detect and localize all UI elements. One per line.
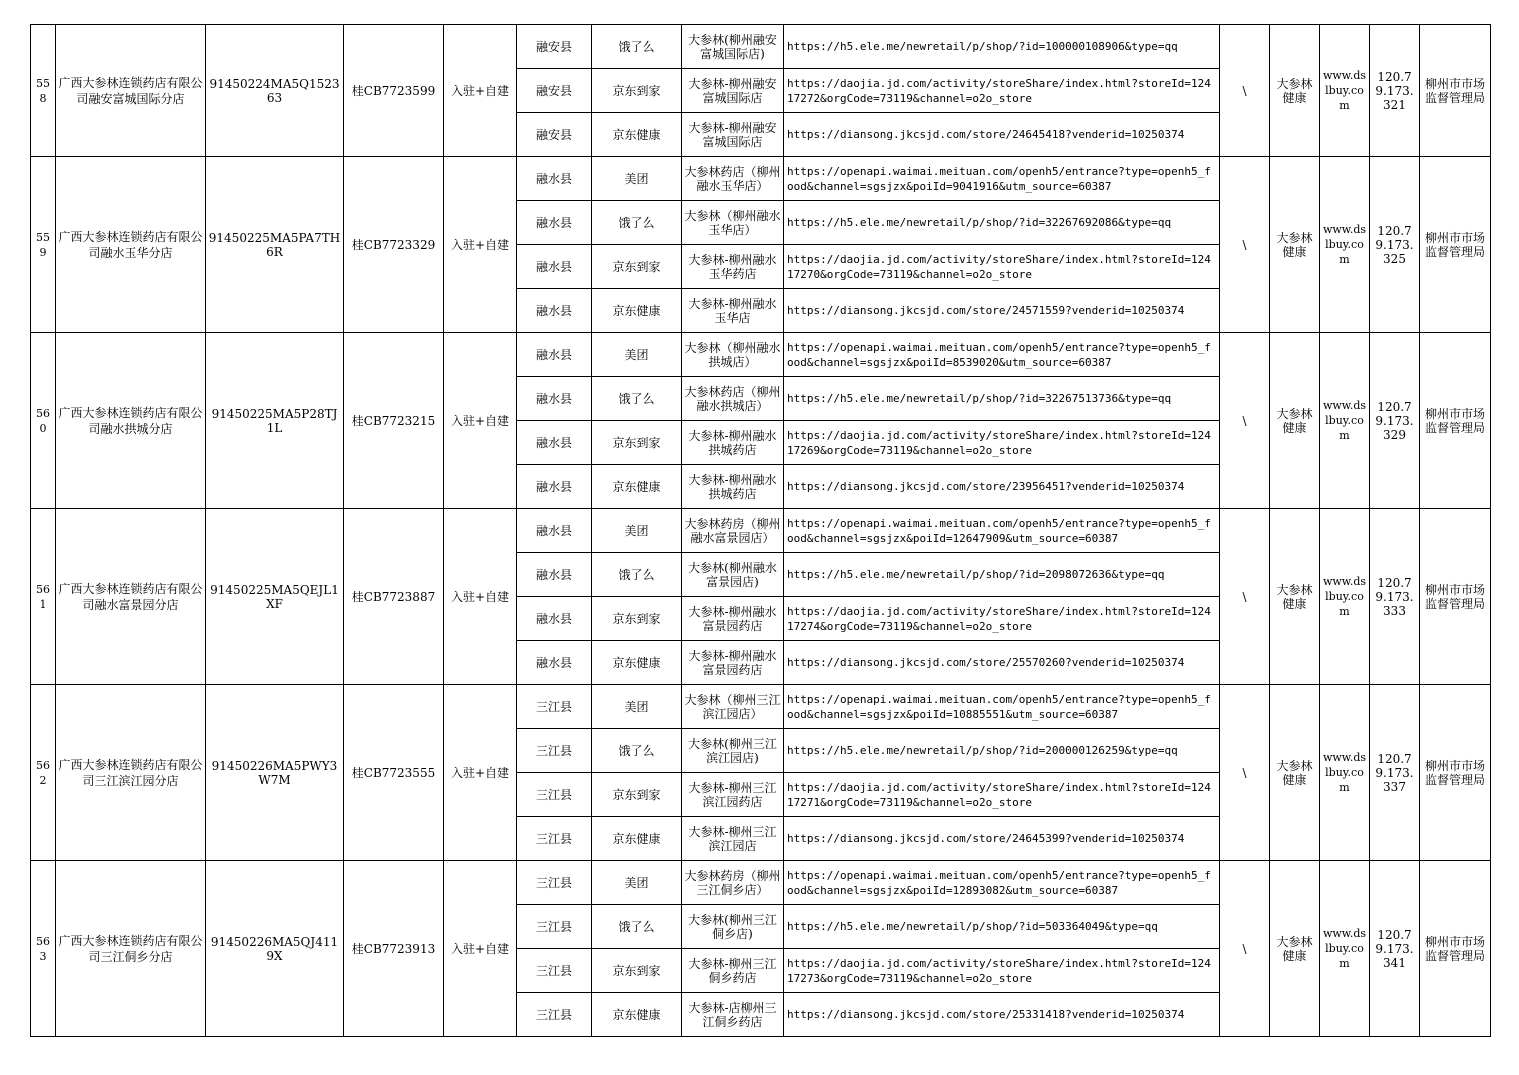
license-number: 桂CB7723555 [344,685,444,861]
store-name-cell: 大参林(柳州融安富城国际店) [682,25,784,69]
store-name-cell: 大参林(柳州三江侗乡店) [682,905,784,949]
platform-cell: 饿了么 [592,553,682,597]
store-name-cell: 大参林(柳州三江滨江园店) [682,729,784,773]
store-url-cell: https://diansong.jkcsjd.com/store/25570260?venderid=10250374 [784,641,1220,685]
app-name: 大参林健康 [1270,861,1320,1037]
website-domain: www.dslbuy.com [1320,25,1370,157]
store-url-cell: https://daojia.jd.com/activity/storeShare/index.html?storeId=12417273&orgCode=73119&channel=o2o_store [784,949,1220,993]
store-name-cell: 大参林药店（柳州融水拱城店） [682,377,784,421]
record-number: 563 [31,861,56,1037]
ip-address: 120.79.173.329 [1370,333,1420,509]
record-number: 559 [31,157,56,333]
store-name-cell: 大参林(柳州融水富景园店) [682,553,784,597]
county-cell: 三江县 [517,993,592,1037]
platform-cell: 美团 [592,861,682,905]
county-cell: 融水县 [517,201,592,245]
table-row [31,685,1491,729]
platform-cell: 饿了么 [592,377,682,421]
platform-cell: 美团 [592,685,682,729]
store-url-cell: https://daojia.jd.com/activity/storeShare/index.html?storeId=12417274&orgCode=73119&channel=o2o_store [784,597,1220,641]
credit-code: 91450225MA5PA7TH6R [206,157,344,333]
platform-cell: 美团 [592,157,682,201]
store-name-cell: 大参林药店（柳州融水玉华店） [682,157,784,201]
store-url-cell: https://diansong.jkcsjd.com/store/23956451?venderid=10250374 [784,465,1220,509]
website-domain: www.dslbuy.com [1320,861,1370,1037]
platform-cell: 京东健康 [592,465,682,509]
regulator: 柳州市市场监督管理局 [1420,685,1491,861]
app-name: 大参林健康 [1270,25,1320,157]
store-name-cell: 大参林-柳州融水富景园药店 [682,597,784,641]
platform-cell: 京东到家 [592,949,682,993]
county-cell: 融水县 [517,465,592,509]
store-registry-table [30,24,1491,1037]
store-url-cell: https://h5.ele.me/newretail/p/shop/?id=32267513736&type=qq [784,377,1220,421]
record-number: 558 [31,25,56,157]
platform-cell: 饿了么 [592,729,682,773]
county-cell: 融水县 [517,333,592,377]
app-name: 大参林健康 [1270,685,1320,861]
county-cell: 融水县 [517,421,592,465]
store-url-cell: https://daojia.jd.com/activity/storeShare/index.html?storeId=12417269&orgCode=73119&channel=o2o_store [784,421,1220,465]
license-number: 桂CB7723887 [344,509,444,685]
platform-cell: 京东到家 [592,245,682,289]
operation-mode: 入驻+自建 [444,685,517,861]
platform-cell: 京东健康 [592,641,682,685]
platform-cell: 京东健康 [592,993,682,1037]
store-name-cell: 大参林（柳州融水玉华店） [682,201,784,245]
store-name-cell: 大参林-柳州融安富城国际店 [682,69,784,113]
county-cell: 融水县 [517,509,592,553]
table-row [31,157,1491,201]
platform-cell: 京东健康 [592,289,682,333]
company-name: 广西大参林连锁药店有限公司融安富城国际分店 [56,25,206,157]
store-name-cell: 大参林（柳州三江滨江园店） [682,685,784,729]
app-flag: \ [1220,861,1270,1037]
store-url-cell: https://diansong.jkcsjd.com/store/24645418?venderid=10250374 [784,113,1220,157]
regulator: 柳州市市场监督管理局 [1420,861,1491,1037]
app-flag: \ [1220,333,1270,509]
store-url-cell: https://h5.ele.me/newretail/p/shop/?id=503364049&type=qq [784,905,1220,949]
license-number: 桂CB7723329 [344,157,444,333]
ip-address: 120.79.173.337 [1370,685,1420,861]
store-name-cell: 大参林-柳州融水拱城药店 [682,421,784,465]
credit-code: 91450224MA5Q152363 [206,25,344,157]
platform-cell: 京东到家 [592,69,682,113]
company-name: 广西大参林连锁药店有限公司三江滨江园分店 [56,685,206,861]
platform-cell: 京东健康 [592,817,682,861]
record-number: 560 [31,333,56,509]
store-url-cell: https://openapi.waimai.meituan.com/openh5/entrance?type=openh5_food&channel=sgsjzx&poiId=10885551&utm_source=60387 [784,685,1220,729]
county-cell: 三江县 [517,685,592,729]
county-cell: 融安县 [517,113,592,157]
county-cell: 融安县 [517,69,592,113]
table-body [31,25,1491,1037]
county-cell: 融安县 [517,25,592,69]
county-cell: 融水县 [517,289,592,333]
store-name-cell: 大参林-柳州三江侗乡药店 [682,949,784,993]
company-name: 广西大参林连锁药店有限公司融水富景园分店 [56,509,206,685]
website-domain: www.dslbuy.com [1320,333,1370,509]
table-row [31,861,1491,905]
store-url-cell: https://h5.ele.me/newretail/p/shop/?id=2098072636&type=qq [784,553,1220,597]
county-cell: 三江县 [517,949,592,993]
county-cell: 融水县 [517,157,592,201]
store-name-cell: 大参林-柳州三江滨江园店 [682,817,784,861]
app-name: 大参林健康 [1270,509,1320,685]
store-name-cell: 大参林-柳州融水玉华店 [682,289,784,333]
platform-cell: 京东到家 [592,597,682,641]
company-name: 广西大参林连锁药店有限公司融水玉华分店 [56,157,206,333]
app-flag: \ [1220,685,1270,861]
license-number: 桂CB7723913 [344,861,444,1037]
store-url-cell: https://h5.ele.me/newretail/p/shop/?id=100000108906&type=qq [784,25,1220,69]
regulator: 柳州市市场监督管理局 [1420,333,1491,509]
store-url-cell: https://daojia.jd.com/activity/storeShare/index.html?storeId=12417271&orgCode=73119&channel=o2o_store [784,773,1220,817]
credit-code: 91450225MA5P28TJ1L [206,333,344,509]
platform-cell: 京东到家 [592,773,682,817]
operation-mode: 入驻+自建 [444,333,517,509]
platform-cell: 美团 [592,509,682,553]
website-domain: www.dslbuy.com [1320,685,1370,861]
operation-mode: 入驻+自建 [444,157,517,333]
county-cell: 融水县 [517,553,592,597]
app-flag: \ [1220,157,1270,333]
license-number: 桂CB7723215 [344,333,444,509]
record-number: 561 [31,509,56,685]
regulator: 柳州市市场监督管理局 [1420,509,1491,685]
website-domain: www.dslbuy.com [1320,509,1370,685]
credit-code: 91450225MA5QEJL1XF [206,509,344,685]
platform-cell: 美团 [592,333,682,377]
county-cell: 三江县 [517,861,592,905]
platform-cell: 京东健康 [592,113,682,157]
county-cell: 三江县 [517,905,592,949]
county-cell: 三江县 [517,817,592,861]
platform-cell: 饿了么 [592,25,682,69]
app-flag: \ [1220,25,1270,157]
company-name: 广西大参林连锁药店有限公司三江侗乡分店 [56,861,206,1037]
credit-code: 91450226MA5PWY3W7M [206,685,344,861]
ip-address: 120.79.173.321 [1370,25,1420,157]
store-name-cell: 大参林药房（柳州三江侗乡店） [682,861,784,905]
website-domain: www.dslbuy.com [1320,157,1370,333]
table-row [31,333,1491,377]
store-name-cell: 大参林-柳州融安富城国际店 [682,113,784,157]
license-number: 桂CB7723599 [344,25,444,157]
store-name-cell: 大参林-柳州融水富景园药店 [682,641,784,685]
platform-cell: 饿了么 [592,201,682,245]
app-flag: \ [1220,509,1270,685]
company-name: 广西大参林连锁药店有限公司融水拱城分店 [56,333,206,509]
county-cell: 融水县 [517,377,592,421]
credit-code: 91450226MA5QJ4119X [206,861,344,1037]
county-cell: 融水县 [517,245,592,289]
store-url-cell: https://openapi.waimai.meituan.com/openh5/entrance?type=openh5_food&channel=sgsjzx&poiId=8539020&utm_source=60387 [784,333,1220,377]
store-name-cell: 大参林药房（柳州融水富景园店） [682,509,784,553]
platform-cell: 京东到家 [592,421,682,465]
store-url-cell: https://diansong.jkcsjd.com/store/24645399?venderid=10250374 [784,817,1220,861]
store-url-cell: https://diansong.jkcsjd.com/store/24571559?venderid=10250374 [784,289,1220,333]
store-url-cell: https://openapi.waimai.meituan.com/openh5/entrance?type=openh5_food&channel=sgsjzx&poiId=9041916&utm_source=60387 [784,157,1220,201]
county-cell: 三江县 [517,729,592,773]
county-cell: 三江县 [517,773,592,817]
app-name: 大参林健康 [1270,333,1320,509]
ip-address: 120.79.173.341 [1370,861,1420,1037]
record-number: 562 [31,685,56,861]
app-name: 大参林健康 [1270,157,1320,333]
store-url-cell: https://daojia.jd.com/activity/storeShare/index.html?storeId=12417272&orgCode=73119&channel=o2o_store [784,69,1220,113]
store-url-cell: https://openapi.waimai.meituan.com/openh5/entrance?type=openh5_food&channel=sgsjzx&poiId=12647909&utm_source=60387 [784,509,1220,553]
regulator: 柳州市市场监督管理局 [1420,25,1491,157]
store-url-cell: https://diansong.jkcsjd.com/store/25331418?venderid=10250374 [784,993,1220,1037]
ip-address: 120.79.173.333 [1370,509,1420,685]
store-url-cell: https://daojia.jd.com/activity/storeShare/index.html?storeId=12417270&orgCode=73119&channel=o2o_store [784,245,1220,289]
store-name-cell: 大参林-柳州三江滨江园药店 [682,773,784,817]
operation-mode: 入驻+自建 [444,861,517,1037]
table-row [31,509,1491,553]
store-name-cell: 大参林（柳州融水拱城店） [682,333,784,377]
store-url-cell: https://openapi.waimai.meituan.com/openh5/entrance?type=openh5_food&channel=sgsjzx&poiId=12893082&utm_source=60387 [784,861,1220,905]
platform-cell: 饿了么 [592,905,682,949]
store-url-cell: https://h5.ele.me/newretail/p/shop/?id=32267692086&type=qq [784,201,1220,245]
county-cell: 融水县 [517,597,592,641]
store-name-cell: 大参林-柳州融水玉华药店 [682,245,784,289]
table-row [31,25,1491,69]
regulator: 柳州市市场监督管理局 [1420,157,1491,333]
operation-mode: 入驻+自建 [444,25,517,157]
store-name-cell: 大参林-店柳州三江侗乡药店 [682,993,784,1037]
county-cell: 融水县 [517,641,592,685]
ip-address: 120.79.173.325 [1370,157,1420,333]
operation-mode: 入驻+自建 [444,509,517,685]
store-url-cell: https://h5.ele.me/newretail/p/shop/?id=200000126259&type=qq [784,729,1220,773]
store-name-cell: 大参林-柳州融水拱城药店 [682,465,784,509]
